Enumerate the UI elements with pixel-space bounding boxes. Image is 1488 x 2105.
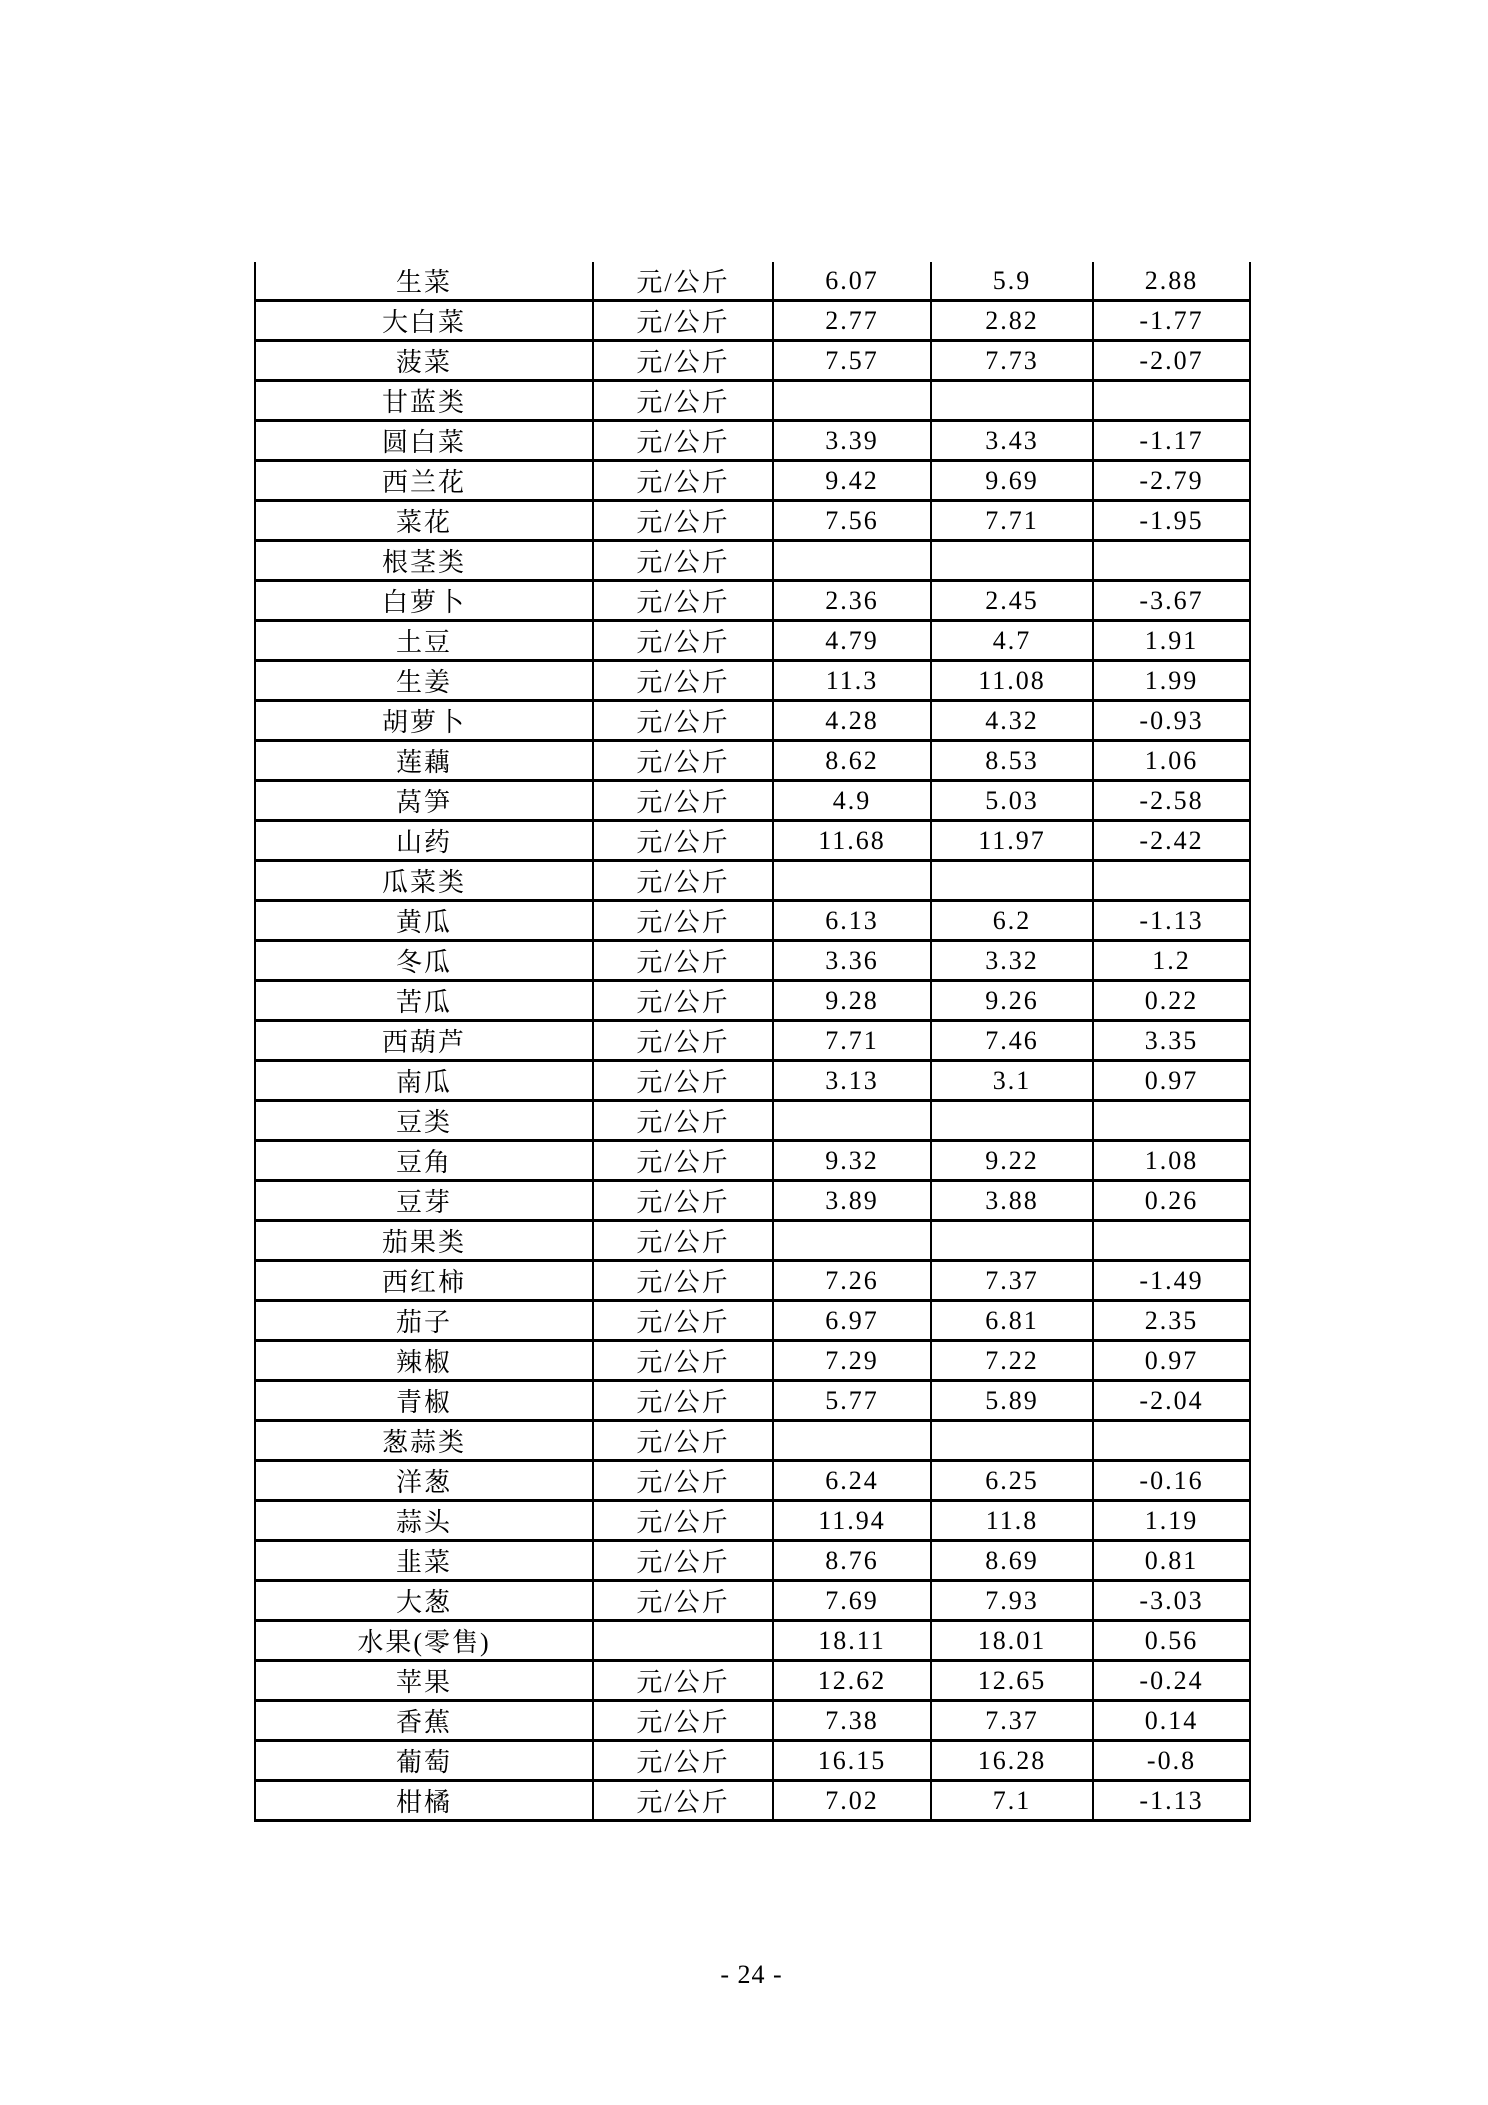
cell-name: 豆角 — [255, 1141, 593, 1181]
cell-current-price: 6.13 — [773, 901, 931, 941]
table-row — [255, 621, 1250, 661]
cell-change-pct: -1.13 — [1093, 1781, 1250, 1821]
cell-change-pct — [1093, 541, 1250, 581]
cell-previous-price: 4.7 — [931, 621, 1093, 661]
cell-unit: 元/公斤 — [593, 781, 773, 821]
cell-name: 茄果类 — [255, 1221, 593, 1261]
cell-current-price: 8.62 — [773, 741, 931, 781]
cell-current-price: 7.71 — [773, 1021, 931, 1061]
cell-current-price: 7.26 — [773, 1261, 931, 1301]
cell-change-pct: -2.42 — [1093, 821, 1250, 861]
cell-change-pct: 0.26 — [1093, 1181, 1250, 1221]
cell-change-pct — [1093, 1221, 1250, 1261]
cell-name: 豆类 — [255, 1101, 593, 1141]
cell-previous-price: 16.28 — [931, 1741, 1093, 1781]
cell-previous-price: 11.97 — [931, 821, 1093, 861]
cell-previous-price: 9.22 — [931, 1141, 1093, 1181]
cell-current-price — [773, 1421, 931, 1461]
cell-unit — [593, 1621, 773, 1661]
cell-unit: 元/公斤 — [593, 501, 773, 541]
cell-unit: 元/公斤 — [593, 861, 773, 901]
cell-change-pct: -3.67 — [1093, 581, 1250, 621]
table-row — [255, 1021, 1250, 1061]
cell-previous-price: 7.73 — [931, 341, 1093, 381]
cell-name: 莴笋 — [255, 781, 593, 821]
cell-unit: 元/公斤 — [593, 1781, 773, 1821]
cell-name: 苹果 — [255, 1661, 593, 1701]
cell-previous-price — [931, 1221, 1093, 1261]
cell-change-pct: -2.58 — [1093, 781, 1250, 821]
cell-name: 西葫芦 — [255, 1021, 593, 1061]
cell-change-pct: -0.8 — [1093, 1741, 1250, 1781]
cell-name: 胡萝卜 — [255, 701, 593, 741]
cell-current-price: 6.97 — [773, 1301, 931, 1341]
cell-current-price: 4.9 — [773, 781, 931, 821]
cell-change-pct: 0.14 — [1093, 1701, 1250, 1741]
table-row — [255, 1341, 1250, 1381]
cell-current-price: 7.02 — [773, 1781, 931, 1821]
cell-unit: 元/公斤 — [593, 341, 773, 381]
cell-unit: 元/公斤 — [593, 1301, 773, 1341]
cell-previous-price — [931, 1101, 1093, 1141]
cell-current-price: 8.76 — [773, 1541, 931, 1581]
cell-name: 南瓜 — [255, 1061, 593, 1101]
cell-change-pct — [1093, 1101, 1250, 1141]
table-row — [255, 1541, 1250, 1581]
cell-previous-price: 7.46 — [931, 1021, 1093, 1061]
table-row — [255, 1221, 1250, 1261]
cell-current-price: 7.56 — [773, 501, 931, 541]
table-row — [255, 1501, 1250, 1541]
cell-change-pct: 0.81 — [1093, 1541, 1250, 1581]
cell-name: 洋葱 — [255, 1461, 593, 1501]
table-row — [255, 901, 1250, 941]
table-row — [255, 1061, 1250, 1101]
cell-change-pct: -1.49 — [1093, 1261, 1250, 1301]
cell-unit: 元/公斤 — [593, 301, 773, 341]
cell-previous-price: 5.89 — [931, 1381, 1093, 1421]
cell-change-pct: 3.35 — [1093, 1021, 1250, 1061]
cell-unit: 元/公斤 — [593, 901, 773, 941]
cell-unit: 元/公斤 — [593, 1181, 773, 1221]
cell-previous-price: 3.43 — [931, 421, 1093, 461]
cell-previous-price: 6.81 — [931, 1301, 1093, 1341]
cell-unit: 元/公斤 — [593, 1101, 773, 1141]
cell-name: 冬瓜 — [255, 941, 593, 981]
cell-unit: 元/公斤 — [593, 1381, 773, 1421]
cell-previous-price: 3.1 — [931, 1061, 1093, 1101]
cell-current-price: 7.69 — [773, 1581, 931, 1621]
cell-previous-price: 9.69 — [931, 461, 1093, 501]
cell-previous-price: 11.08 — [931, 661, 1093, 701]
cell-change-pct: -1.95 — [1093, 501, 1250, 541]
table-row — [255, 1581, 1250, 1621]
cell-previous-price: 12.65 — [931, 1661, 1093, 1701]
cell-name: 青椒 — [255, 1381, 593, 1421]
table-row — [255, 262, 1250, 301]
cell-name: 生姜 — [255, 661, 593, 701]
cell-name: 豆芽 — [255, 1181, 593, 1221]
cell-previous-price: 3.88 — [931, 1181, 1093, 1221]
cell-change-pct: 1.08 — [1093, 1141, 1250, 1181]
cell-unit: 元/公斤 — [593, 981, 773, 1021]
table-row — [255, 1461, 1250, 1501]
cell-previous-price: 6.25 — [931, 1461, 1093, 1501]
cell-previous-price — [931, 541, 1093, 581]
table-row — [255, 421, 1250, 461]
table-row — [255, 301, 1250, 341]
table-row — [255, 1621, 1250, 1661]
cell-current-price: 11.68 — [773, 821, 931, 861]
cell-change-pct: 0.97 — [1093, 1061, 1250, 1101]
price-table-container — [254, 262, 1249, 1822]
cell-previous-price — [931, 1421, 1093, 1461]
cell-name: 甘蓝类 — [255, 381, 593, 421]
table-row — [255, 341, 1250, 381]
cell-name: 菜花 — [255, 501, 593, 541]
table-row — [255, 781, 1250, 821]
cell-previous-price: 7.37 — [931, 1261, 1093, 1301]
cell-name: 黄瓜 — [255, 901, 593, 941]
cell-unit: 元/公斤 — [593, 1741, 773, 1781]
cell-change-pct: -0.93 — [1093, 701, 1250, 741]
cell-name: 大白菜 — [255, 301, 593, 341]
cell-name: 葡萄 — [255, 1741, 593, 1781]
cell-name: 香蕉 — [255, 1701, 593, 1741]
cell-previous-price: 2.82 — [931, 301, 1093, 341]
cell-change-pct: -1.13 — [1093, 901, 1250, 941]
cell-unit: 元/公斤 — [593, 1141, 773, 1181]
cell-current-price: 11.94 — [773, 1501, 931, 1541]
cell-name: 柑橘 — [255, 1781, 593, 1821]
cell-current-price: 7.38 — [773, 1701, 931, 1741]
table-row — [255, 581, 1250, 621]
cell-previous-price: 18.01 — [931, 1621, 1093, 1661]
cell-change-pct: 1.06 — [1093, 741, 1250, 781]
table-row — [255, 1101, 1250, 1141]
table-row — [255, 1301, 1250, 1341]
cell-change-pct: 0.22 — [1093, 981, 1250, 1021]
table-row — [255, 1741, 1250, 1781]
cell-unit: 元/公斤 — [593, 1061, 773, 1101]
cell-previous-price: 3.32 — [931, 941, 1093, 981]
page-number: - 24 - — [720, 1960, 783, 1989]
cell-previous-price: 9.26 — [931, 981, 1093, 1021]
cell-current-price: 4.28 — [773, 701, 931, 741]
cell-unit: 元/公斤 — [593, 262, 773, 301]
cell-previous-price: 5.03 — [931, 781, 1093, 821]
cell-unit: 元/公斤 — [593, 1261, 773, 1301]
cell-current-price: 16.15 — [773, 1741, 931, 1781]
table-row — [255, 461, 1250, 501]
cell-previous-price: 4.32 — [931, 701, 1093, 741]
cell-unit: 元/公斤 — [593, 541, 773, 581]
cell-current-price: 6.07 — [773, 262, 931, 301]
cell-name: 苦瓜 — [255, 981, 593, 1021]
cell-current-price: 9.42 — [773, 461, 931, 501]
cell-current-price: 9.32 — [773, 1141, 931, 1181]
cell-previous-price: 7.1 — [931, 1781, 1093, 1821]
cell-change-pct: -1.77 — [1093, 301, 1250, 341]
cell-name: 山药 — [255, 821, 593, 861]
cell-current-price: 4.79 — [773, 621, 931, 661]
cell-change-pct: 2.88 — [1093, 262, 1250, 301]
cell-previous-price: 8.69 — [931, 1541, 1093, 1581]
cell-current-price: 7.29 — [773, 1341, 931, 1381]
cell-previous-price: 7.37 — [931, 1701, 1093, 1741]
cell-unit: 元/公斤 — [593, 1221, 773, 1261]
cell-change-pct — [1093, 861, 1250, 901]
cell-change-pct: -0.24 — [1093, 1661, 1250, 1701]
table-row — [255, 1261, 1250, 1301]
cell-change-pct: 2.35 — [1093, 1301, 1250, 1341]
price-table-body — [255, 262, 1250, 1821]
cell-name: 韭菜 — [255, 1541, 593, 1581]
cell-current-price: 11.3 — [773, 661, 931, 701]
cell-name: 生菜 — [255, 262, 593, 301]
cell-unit: 元/公斤 — [593, 941, 773, 981]
cell-current-price — [773, 541, 931, 581]
cell-current-price: 2.77 — [773, 301, 931, 341]
cell-unit: 元/公斤 — [593, 661, 773, 701]
cell-current-price: 18.11 — [773, 1621, 931, 1661]
price-table — [254, 262, 1251, 1822]
cell-change-pct: 1.91 — [1093, 621, 1250, 661]
cell-previous-price — [931, 861, 1093, 901]
cell-change-pct — [1093, 381, 1250, 421]
cell-change-pct: -3.03 — [1093, 1581, 1250, 1621]
cell-previous-price: 7.71 — [931, 501, 1093, 541]
cell-current-price: 2.36 — [773, 581, 931, 621]
cell-name: 圆白菜 — [255, 421, 593, 461]
cell-name: 辣椒 — [255, 1341, 593, 1381]
table-row — [255, 1781, 1250, 1821]
cell-change-pct: -2.04 — [1093, 1381, 1250, 1421]
cell-unit: 元/公斤 — [593, 1461, 773, 1501]
cell-unit: 元/公斤 — [593, 621, 773, 661]
table-row — [255, 501, 1250, 541]
cell-unit: 元/公斤 — [593, 1661, 773, 1701]
cell-unit: 元/公斤 — [593, 1701, 773, 1741]
table-row — [255, 1701, 1250, 1741]
cell-name: 莲藕 — [255, 741, 593, 781]
cell-name: 西红柿 — [255, 1261, 593, 1301]
table-row — [255, 381, 1250, 421]
cell-change-pct: -1.17 — [1093, 421, 1250, 461]
cell-name: 土豆 — [255, 621, 593, 661]
cell-previous-price: 7.22 — [931, 1341, 1093, 1381]
cell-change-pct: 1.19 — [1093, 1501, 1250, 1541]
cell-current-price: 6.24 — [773, 1461, 931, 1501]
cell-unit: 元/公斤 — [593, 1341, 773, 1381]
cell-current-price: 3.89 — [773, 1181, 931, 1221]
cell-unit: 元/公斤 — [593, 1021, 773, 1061]
cell-current-price — [773, 1221, 931, 1261]
cell-previous-price: 11.8 — [931, 1501, 1093, 1541]
cell-name: 大葱 — [255, 1581, 593, 1621]
cell-unit: 元/公斤 — [593, 741, 773, 781]
cell-unit: 元/公斤 — [593, 1581, 773, 1621]
cell-current-price: 3.36 — [773, 941, 931, 981]
cell-name: 茄子 — [255, 1301, 593, 1341]
cell-change-pct — [1093, 1421, 1250, 1461]
table-row — [255, 981, 1250, 1021]
table-row — [255, 1381, 1250, 1421]
cell-unit: 元/公斤 — [593, 1421, 773, 1461]
cell-name: 水果(零售) — [255, 1621, 593, 1661]
cell-current-price: 9.28 — [773, 981, 931, 1021]
table-row — [255, 821, 1250, 861]
cell-current-price — [773, 861, 931, 901]
cell-change-pct: -0.16 — [1093, 1461, 1250, 1501]
cell-unit: 元/公斤 — [593, 421, 773, 461]
cell-change-pct: -2.79 — [1093, 461, 1250, 501]
cell-name: 蒜头 — [255, 1501, 593, 1541]
cell-current-price: 3.39 — [773, 421, 931, 461]
cell-current-price: 3.13 — [773, 1061, 931, 1101]
cell-name: 根茎类 — [255, 541, 593, 581]
table-row — [255, 1421, 1250, 1461]
table-row — [255, 541, 1250, 581]
cell-previous-price: 2.45 — [931, 581, 1093, 621]
cell-unit: 元/公斤 — [593, 1541, 773, 1581]
cell-previous-price: 5.9 — [931, 262, 1093, 301]
table-row — [255, 701, 1250, 741]
table-row — [255, 941, 1250, 981]
cell-unit: 元/公斤 — [593, 701, 773, 741]
cell-current-price — [773, 1101, 931, 1141]
cell-change-pct: 0.97 — [1093, 1341, 1250, 1381]
table-row — [255, 1181, 1250, 1221]
cell-previous-price: 6.2 — [931, 901, 1093, 941]
table-row — [255, 1141, 1250, 1181]
cell-current-price: 12.62 — [773, 1661, 931, 1701]
table-row — [255, 661, 1250, 701]
cell-unit: 元/公斤 — [593, 821, 773, 861]
cell-unit: 元/公斤 — [593, 581, 773, 621]
cell-change-pct: 1.2 — [1093, 941, 1250, 981]
cell-name: 菠菜 — [255, 341, 593, 381]
table-row — [255, 741, 1250, 781]
cell-current-price — [773, 381, 931, 421]
cell-current-price: 7.57 — [773, 341, 931, 381]
cell-unit: 元/公斤 — [593, 1501, 773, 1541]
cell-previous-price: 7.93 — [931, 1581, 1093, 1621]
cell-name: 西兰花 — [255, 461, 593, 501]
cell-change-pct: 0.56 — [1093, 1621, 1250, 1661]
cell-previous-price — [931, 381, 1093, 421]
table-row — [255, 1661, 1250, 1701]
cell-current-price: 5.77 — [773, 1381, 931, 1421]
table-row — [255, 861, 1250, 901]
cell-unit: 元/公斤 — [593, 381, 773, 421]
cell-change-pct: -2.07 — [1093, 341, 1250, 381]
cell-unit: 元/公斤 — [593, 461, 773, 501]
cell-change-pct: 1.99 — [1093, 661, 1250, 701]
cell-previous-price: 8.53 — [931, 741, 1093, 781]
cell-name: 白萝卜 — [255, 581, 593, 621]
cell-name: 葱蒜类 — [255, 1421, 593, 1461]
cell-name: 瓜菜类 — [255, 861, 593, 901]
